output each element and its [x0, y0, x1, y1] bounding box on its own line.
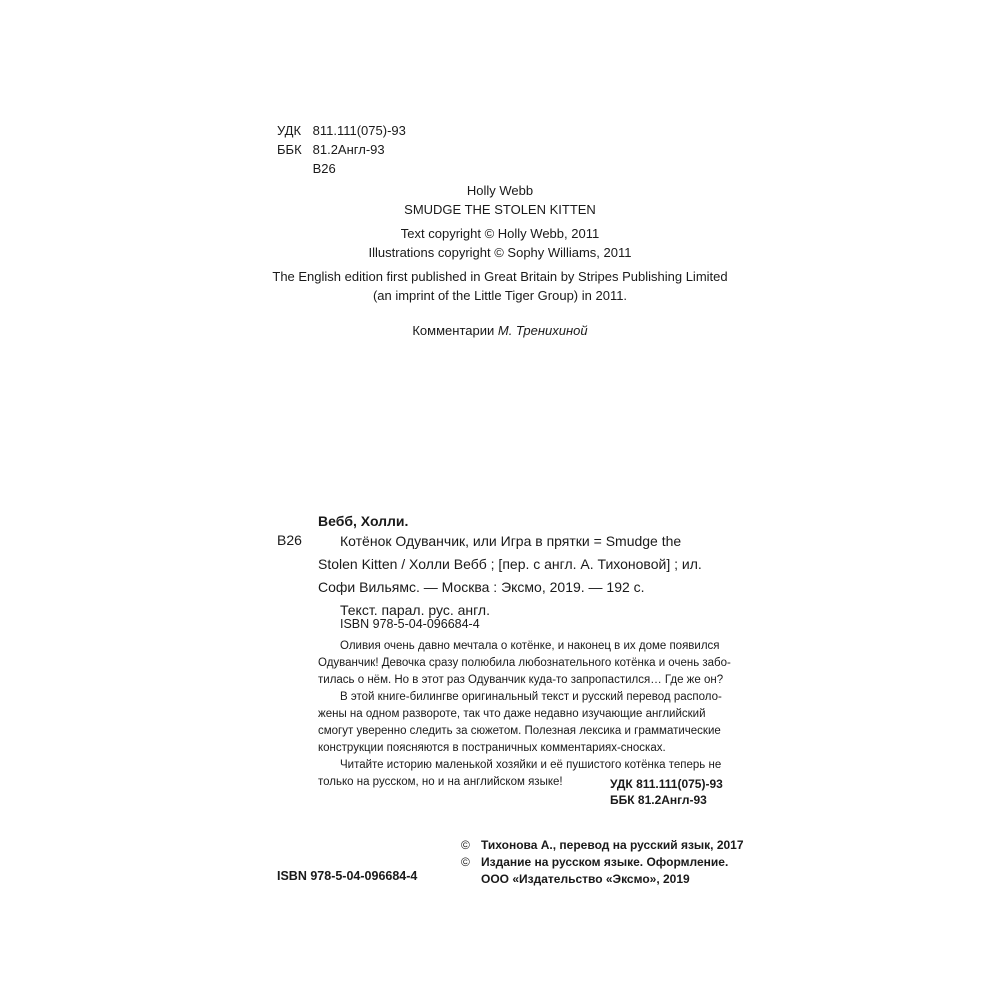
- udk-bottom: УДК 811.111(075)-93: [610, 777, 723, 791]
- record-author-heading: Вебб, Холли.: [318, 513, 409, 529]
- original-title: SMUDGE THE STOLEN KITTEN: [404, 202, 596, 217]
- copyright-block: [461, 837, 744, 888]
- classification-bottom: [610, 776, 723, 808]
- record-isbn: ISBN 978-5-04-096684-4: [340, 617, 480, 631]
- isbn-bottom: ISBN 978-5-04-096684-4: [277, 869, 418, 883]
- copyright-credits: [250, 224, 750, 262]
- record-description: [318, 530, 702, 622]
- record-line-1: Котёнок Одуванчик, или Игра в прятки = Smudge the: [340, 533, 682, 549]
- udk-label: УДК: [277, 123, 302, 138]
- bbk-value: 81.2Англ-93: [312, 142, 385, 157]
- annotation-line: смогут уверенно следить за сюжетом. Полезная лексика и грамматические: [318, 725, 721, 737]
- edition-note: [200, 267, 800, 305]
- annotation-line: Читайте историю маленькой хозяйки и её пушистого котёнка теперь не: [340, 759, 722, 771]
- record-code: В26: [277, 532, 302, 548]
- udk-value: 811.111(075)-93: [312, 123, 406, 138]
- record-line-3: Софи Вильямс. — Москва : Эксмо, 2019. — 192 с.: [318, 579, 645, 595]
- original-credits: [250, 181, 750, 219]
- illustrations-copyright: Illustrations copyright © Sophy Williams, 2011: [368, 245, 632, 260]
- bbk-bottom: ББК 81.2Англ-93: [610, 793, 707, 807]
- annotation-line: тилась о нём. Но в этот раз Одуванчик куда-то запропастился… Где же он?: [318, 674, 724, 686]
- commentary-label: Комментарии: [412, 323, 495, 338]
- author-mark-row: [277, 159, 406, 178]
- text-copyright: Text copyright © Holly Webb, 2011: [400, 226, 600, 241]
- record-note: Текст. парал. рус. англ.: [340, 602, 490, 618]
- udk-row: [277, 121, 406, 140]
- commentary-credit: [250, 321, 750, 340]
- annotation-line: В этой книге-билингве оригинальный текст и русский перевод располо-: [340, 691, 722, 703]
- author-mark: В26: [312, 161, 336, 176]
- annotation-line: конструкции поясняются в постраничных комментариях-сносках.: [318, 742, 666, 754]
- copyright-line-1: © Тихонова А., перевод на русский язык, 2017: [461, 838, 744, 852]
- commentary-name: М. Тренихиной: [497, 323, 588, 338]
- classification-block: [277, 121, 406, 178]
- annotation-line: только на русском, но и на английском языке!: [318, 776, 563, 788]
- copyright-line-2: © Издание на русском языке. Оформление.: [461, 855, 729, 869]
- bbk-label: ББК: [277, 142, 302, 157]
- annotation-line: Одуванчик! Девочка сразу полюбила любознательного котёнка и очень забо-: [318, 657, 731, 669]
- copyright-line-3: ООО «Издательство «Эксмо», 2019: [481, 872, 690, 886]
- annotation-line: жены на одном развороте, так что даже недавно изучающие английский: [318, 708, 706, 720]
- annotation-line: Оливия очень давно мечтала о котёнке, и наконец в их доме появился: [340, 640, 720, 652]
- copyright-symbol: ©: [461, 838, 470, 852]
- copyright-symbol: ©: [461, 855, 470, 869]
- bbk-row: [277, 140, 406, 159]
- original-author: Holly Webb: [466, 183, 534, 198]
- annotation: [318, 638, 731, 791]
- record-line-2: Stolen Kitten / Холли Вебб ; [пер. с англ. А. Тихоновой] ; ил.: [318, 556, 702, 572]
- edition-line-2: (an imprint of the Little Tiger Group) in 2011.: [372, 288, 628, 303]
- edition-line-1: The English edition first published in Great Britain by Stripes Publishing Limited: [272, 269, 728, 284]
